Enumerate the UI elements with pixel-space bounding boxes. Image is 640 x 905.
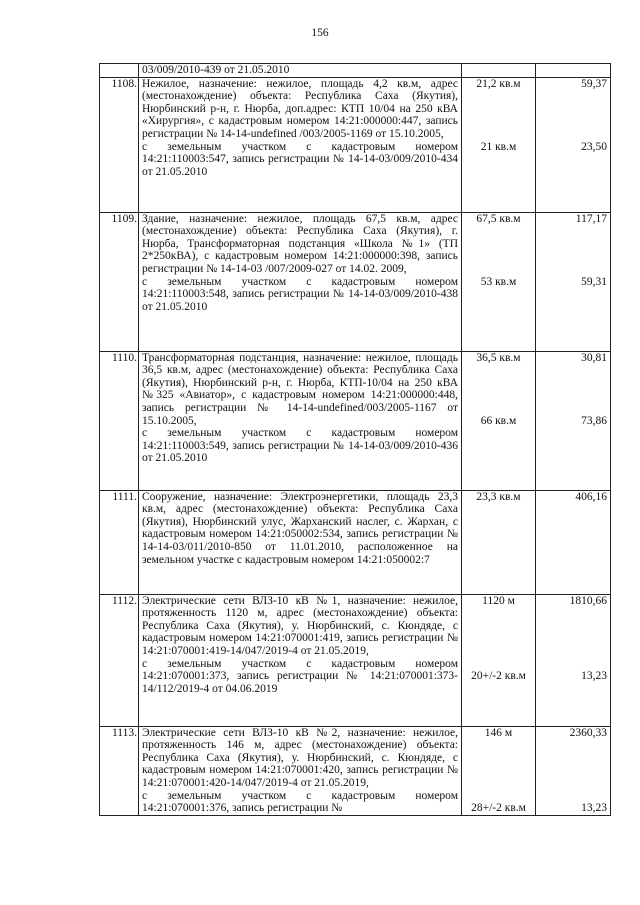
object-area: 21,2 кв.м xyxy=(476,77,521,90)
page-number: 156 xyxy=(311,27,329,39)
land-plot-description: с земельным участком с кадастровым номером 14:21:110003:549, запись регистрации № 14-14-03/009/2010-436 от 21.05.2010 xyxy=(142,427,458,465)
object-value: 30,81 xyxy=(581,351,607,364)
land-value: 59,31 xyxy=(581,275,607,288)
row-value xyxy=(536,64,611,78)
row-value xyxy=(536,726,611,815)
object-area: 1120 м xyxy=(482,594,515,607)
land-value: 13,23 xyxy=(581,802,607,815)
row-description xyxy=(139,726,462,815)
object-value: 117,17 xyxy=(575,212,607,225)
land-area: 66 кв.м xyxy=(480,414,517,427)
object-description: Электрические сети ВЛЗ-10 кВ №1, назначение: нежилое, протяженность 1120 м, адрес (местонахождение) объекта: Республика Саха (Якутия), у. Нюрбинский, с. Кюндяде, с кадастровым номером 14:21:070001:419, запись регистрации № 14:21:070001:419-14/047/2019-4 от 21.05.2019, xyxy=(142,594,458,657)
row-value xyxy=(536,212,611,351)
carry-over-row xyxy=(100,64,611,78)
land-value: 23,50 xyxy=(581,140,607,153)
land-plot-description: с земельным участком с кадастровым номером 14:21:110003:548, запись регистрации № 14-14-03/009/2010-438 от 21.05.2010 xyxy=(142,275,458,313)
table-row xyxy=(100,351,611,490)
land-area: 28+/-2 кв.м xyxy=(471,802,526,815)
row-number xyxy=(100,64,139,78)
row-number: 1113. xyxy=(100,726,139,815)
land-plot-description: с земельным участком с кадастровым номером 14:21:070001:376, запись регистрации № xyxy=(142,789,458,815)
object-value: 59,37 xyxy=(581,77,607,90)
table-row xyxy=(100,490,611,594)
land-plot-description: с земельным участком с кадастровым номером 14:21:070001:373, запись регистрации № 14:21:070001:373-14/112/2019-4 от 04.06.2019 xyxy=(142,657,458,695)
object-value: 406,16 xyxy=(575,490,607,503)
object-area: 23,3 кв.м xyxy=(476,490,521,503)
land-area: 20+/-2 кв.м xyxy=(471,670,526,683)
row-value xyxy=(536,77,611,212)
object-area: 67,5 кв.м xyxy=(476,212,521,225)
object-value: 1810,66 xyxy=(569,594,607,607)
object-description: Здание, назначение: нежилое, площадь 67,5 кв.м, адрес (местонахождение) объекта: Республика Саха (Якутия), г. Нюрба, Трансформаторная подстанция «Школа №1» (ТП 2*250кВА), с кадастровым номером 14:21:000000:398, запись регистрации № 14-14-03 /007/2009-027 от 14.02. 2009, xyxy=(142,212,458,275)
row-description xyxy=(139,351,462,490)
row-value xyxy=(536,594,611,726)
row-description xyxy=(139,490,462,594)
row-description xyxy=(139,77,462,212)
land-plot-description: с земельным участком с кадастровым номером 14:21:110003:547, запись регистрации № 14-14-03/009/2010-434 от 21.05.2010 xyxy=(142,140,458,178)
row-description xyxy=(139,212,462,351)
object-description: Трансформаторная подстанция, назначение: нежилое, площадь 36,5 кв.м, адрес (местонахождение) объекта: Республика Саха (Якутия), Нюрбинский р-н, г. Нюрба, КТП-10/04 на 250 кВА №325 «Авиатор», с кадастровым номером 14:21:000000:448, запись регистрации № 14-14-undefined/003/2005-1167 от 15.10.2005, xyxy=(142,351,458,427)
row-area xyxy=(462,351,536,490)
row-area xyxy=(462,726,536,815)
row-area xyxy=(462,77,536,212)
property-register-table xyxy=(99,63,611,816)
row-number: 1109. xyxy=(100,212,139,351)
object-value: 2360,33 xyxy=(569,726,607,739)
table-row xyxy=(100,77,611,212)
object-description: Нежилое, назначение: нежилое, площадь 4,2 кв.м, адрес (местонахождение) объекта: Республика Саха (Якутия), Нюрбинский р-н, г. Нюрба, доп.адрес: КТП 10/04 на 250 кВА «Хирургия», с кадастровым номером 14:21:000000:447, запись регистрации № 14-14-undefined /003/2005-1169 от 15.10.2005, xyxy=(142,77,458,140)
object-description: Сооружение, назначение: Электроэнергетики, площадь 23,3 кв.м, адрес (местонахождение) объекта: Республика Саха (Якутия), Нюрбинский улус, Жарханский наслег, с. Жархан, с кадастровым номером 14:21:050002:534, запись регистрации № 14-14-03/011/2010-850 от 11.01.2010, расположенное на земельном участке с кадастровым номером 14:21:050002:7 xyxy=(142,490,458,566)
table-row xyxy=(100,594,611,726)
row-description xyxy=(139,594,462,726)
table-row xyxy=(100,212,611,351)
object-area: 146 м xyxy=(484,726,513,739)
row-value xyxy=(536,351,611,490)
land-value: 13,23 xyxy=(581,670,607,683)
table-row xyxy=(100,726,611,815)
row-number: 1112. xyxy=(100,594,139,726)
object-description: Электрические сети ВЛЗ-10 кВ №2, назначение: нежилое, протяженность 146 м, адрес (местонахождение) объекта: Республика Саха (Якутия), у. Нюрбинский, с. Кюндяде, с кадастровым номером 14:21:070001:420, запись регистрации № 14:21:070001:420-14/047/2019-4 от 21.05.2019, xyxy=(142,726,458,789)
row-area xyxy=(462,490,536,594)
land-value: 73,86 xyxy=(581,414,607,427)
land-area: 53 кв.м xyxy=(480,275,517,288)
row-area xyxy=(462,594,536,726)
row-number: 1108. xyxy=(100,77,139,212)
row-description: 03/009/2010-439 от 21.05.2010 xyxy=(139,64,462,78)
row-value xyxy=(536,490,611,594)
object-area: 36,5 кв.м xyxy=(476,351,521,364)
row-area xyxy=(462,64,536,78)
land-area: 21 кв.м xyxy=(480,140,517,153)
row-number: 1110. xyxy=(100,351,139,490)
row-number: 1111. xyxy=(100,490,139,594)
row-area xyxy=(462,212,536,351)
